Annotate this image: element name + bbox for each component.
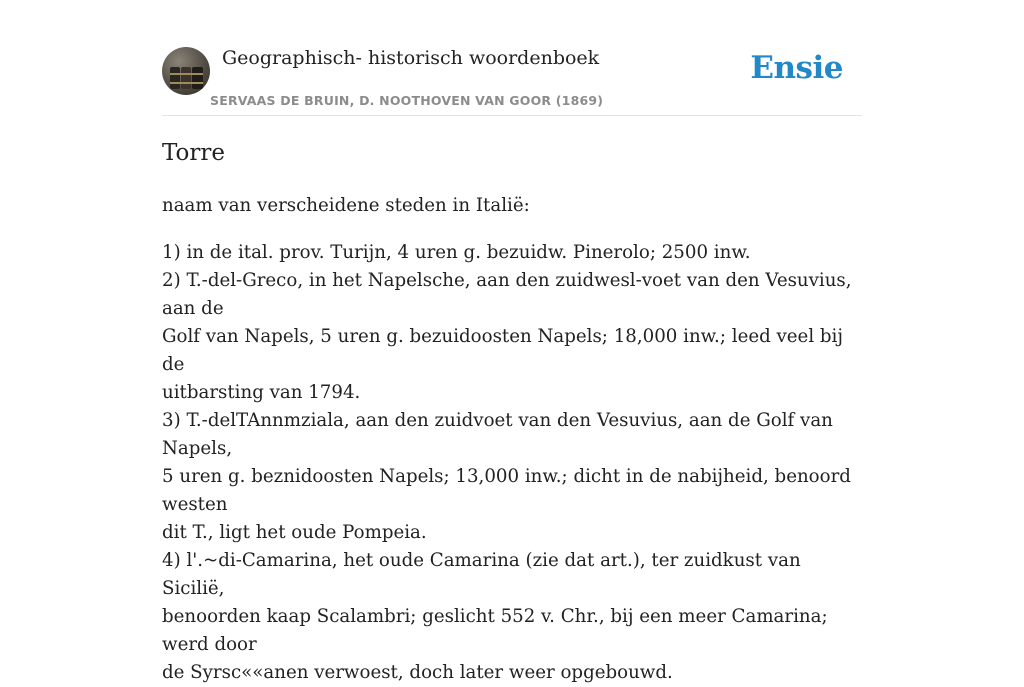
entry-line: Golf van Napels, 5 uren g. bezuidoosten Napels; 18,000 inw.; leed veel bij de	[162, 326, 844, 375]
entry-line: benoorden kaap Scalambri; geslicht 552 v. Chr., bij een meer Camarina; werd door	[162, 606, 828, 655]
book-title-link[interactable]: Geographisch- historisch woordenboek	[222, 47, 600, 69]
book-spine-3	[192, 67, 203, 89]
book-cover-avatar[interactable]	[162, 47, 210, 95]
entry-line: 2) T.-del-Greco, in het Napelsche, aan den zuidwesl-voet van den Vesuvius, aan de	[162, 270, 852, 319]
ensie-logo-link[interactable]: Ensie	[750, 50, 843, 86]
entry-line: 4) l'.~di-Camarina, het oude Camarina (zie dat art.), ter zuidkust van Sicilië,	[162, 550, 801, 599]
entry-definitions	[162, 239, 862, 687]
book-spine-1	[170, 67, 180, 89]
entry-intro: naam van verscheidene steden in Italië:	[162, 195, 530, 216]
entry-line: 5 uren g. beznidoosten Napels; 13,000 inw.; dicht in de nabijheid, benoord westen	[162, 466, 851, 515]
book-authors: SERVAAS DE BRUIN, D. NOOTHOVEN VAN GOOR (1869)	[210, 93, 604, 108]
book-spine-2	[181, 67, 191, 89]
entry-line: 1) in de ital. prov. Turijn, 4 uren g. bezuidw. Pinerolo; 2500 inw.	[162, 242, 751, 263]
entry-line: uitbarsting van 1794.	[162, 382, 361, 403]
entry-headword: Torre	[162, 140, 226, 166]
entry-line: 3) T.-delTAnnmziala, aan den zuidvoet van den Vesuvius, aan de Golf van Napels,	[162, 410, 833, 459]
entry-line: de Syrsc««anen verwoest, doch later weer opgebouwd.	[162, 662, 673, 683]
spine-band-top	[170, 73, 203, 75]
book-header	[162, 40, 862, 116]
spine-band-bottom	[170, 82, 203, 84]
entry-body	[162, 192, 862, 687]
entry-line: dit T., ligt het oude Pompeia.	[162, 522, 427, 543]
